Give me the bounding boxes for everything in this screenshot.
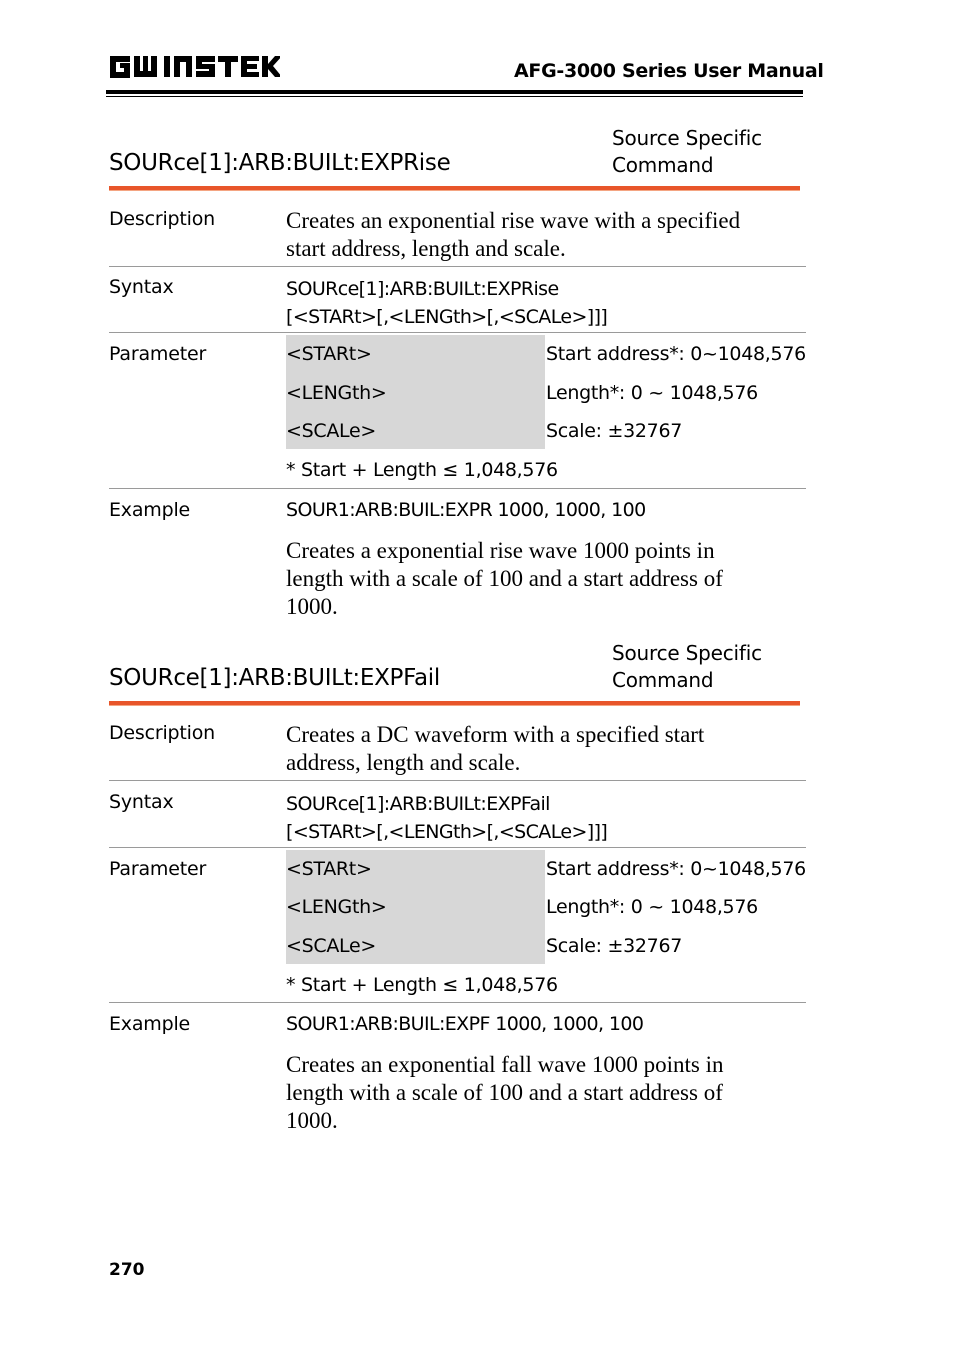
page-number: 270: [109, 1260, 145, 1280]
row-divider: [109, 332, 806, 333]
row-divider: [109, 488, 806, 489]
example-line: Creates a exponential rise wave 1000 points in: [286, 538, 715, 563]
command-type: [612, 640, 762, 694]
example-line: Creates an exponential fall wave 1000 points in: [286, 1052, 724, 1077]
syntax-label: Syntax: [109, 791, 174, 813]
command-type-line: Command: [612, 153, 714, 177]
row-divider: [109, 780, 806, 781]
parameter-desc: Start address*: 0~1048,576: [546, 858, 806, 880]
parameter-name: <SCALe>: [286, 935, 377, 957]
gwinstek-logo: [108, 52, 280, 82]
parameter-desc: Length*: 0 ~ 1048,576: [546, 896, 758, 918]
syntax-line: SOURce[1]:ARB:BUILt:EXPFail: [286, 793, 550, 815]
command-type: [612, 125, 762, 179]
section-rule: [109, 701, 800, 706]
example-label: Example: [109, 1013, 191, 1035]
parameter-label: Parameter: [109, 858, 207, 880]
parameter-desc: Scale: ±32767: [546, 935, 683, 957]
description-label: Description: [109, 208, 216, 230]
description-line: Creates a DC waveform with a specified start: [286, 722, 705, 747]
description-line: address, length and scale.: [286, 750, 521, 775]
command-title: SOURce[1]:ARB:BUILt:EXPRise: [109, 150, 451, 176]
command-type-line: Source Specific: [612, 126, 762, 150]
example-line: length with a scale of 100 and a start address of: [286, 1080, 723, 1105]
description-line: start address, length and scale.: [286, 236, 566, 261]
parameter-name: <STARt>: [286, 858, 372, 880]
command-type-line: Command: [612, 668, 714, 692]
syntax-line: SOURce[1]:ARB:BUILt:EXPRise: [286, 278, 559, 300]
syntax-text: [286, 275, 607, 331]
example-text: [286, 537, 723, 621]
command-title: SOURce[1]:ARB:BUILt:EXPFail: [109, 665, 440, 691]
example-line: 1000.: [286, 1108, 338, 1133]
command-type-line: Source Specific: [612, 641, 762, 665]
parameter-name: <STARt>: [286, 343, 372, 365]
row-divider: [109, 847, 806, 848]
description-text: [286, 721, 704, 777]
parameter-name: <SCALe>: [286, 420, 377, 442]
description-text: [286, 207, 740, 263]
parameter-desc: Scale: ±32767: [546, 420, 683, 442]
example-text: [286, 1051, 724, 1135]
example-label: Example: [109, 499, 191, 521]
parameter-desc: Length*: 0 ~ 1048,576: [546, 382, 758, 404]
row-divider: [109, 266, 806, 267]
description-label: Description: [109, 722, 216, 744]
parameter-name: <LENGth>: [286, 382, 387, 404]
example-command: SOUR1:ARB:BUIL:EXPF 1000, 1000, 100: [286, 1013, 644, 1035]
example-command: SOUR1:ARB:BUIL:EXPR 1000, 1000, 100: [286, 499, 646, 521]
section-rule: [109, 186, 800, 191]
syntax-text: [286, 790, 607, 846]
header-rule: [106, 90, 803, 94]
syntax-label: Syntax: [109, 276, 174, 298]
parameter-note: * Start + Length ≤ 1,048,576: [286, 974, 558, 996]
parameter-label: Parameter: [109, 343, 207, 365]
description-line: Creates an exponential rise wave with a specified: [286, 208, 741, 233]
parameter-note: * Start + Length ≤ 1,048,576: [286, 459, 558, 481]
parameter-name: <LENGth>: [286, 896, 387, 918]
parameter-desc: Start address*: 0~1048,576: [546, 343, 806, 365]
syntax-line: [<STARt>[,<LENGth>[,<SCALe>]]]: [286, 821, 608, 843]
manual-title: AFG-3000 Series User Manual: [514, 60, 824, 82]
row-divider: [109, 1002, 806, 1003]
syntax-line: [<STARt>[,<LENGth>[,<SCALe>]]]: [286, 306, 608, 328]
header-rule-thin: [106, 96, 803, 97]
example-line: 1000.: [286, 594, 338, 619]
example-line: length with a scale of 100 and a start address of: [286, 566, 723, 591]
